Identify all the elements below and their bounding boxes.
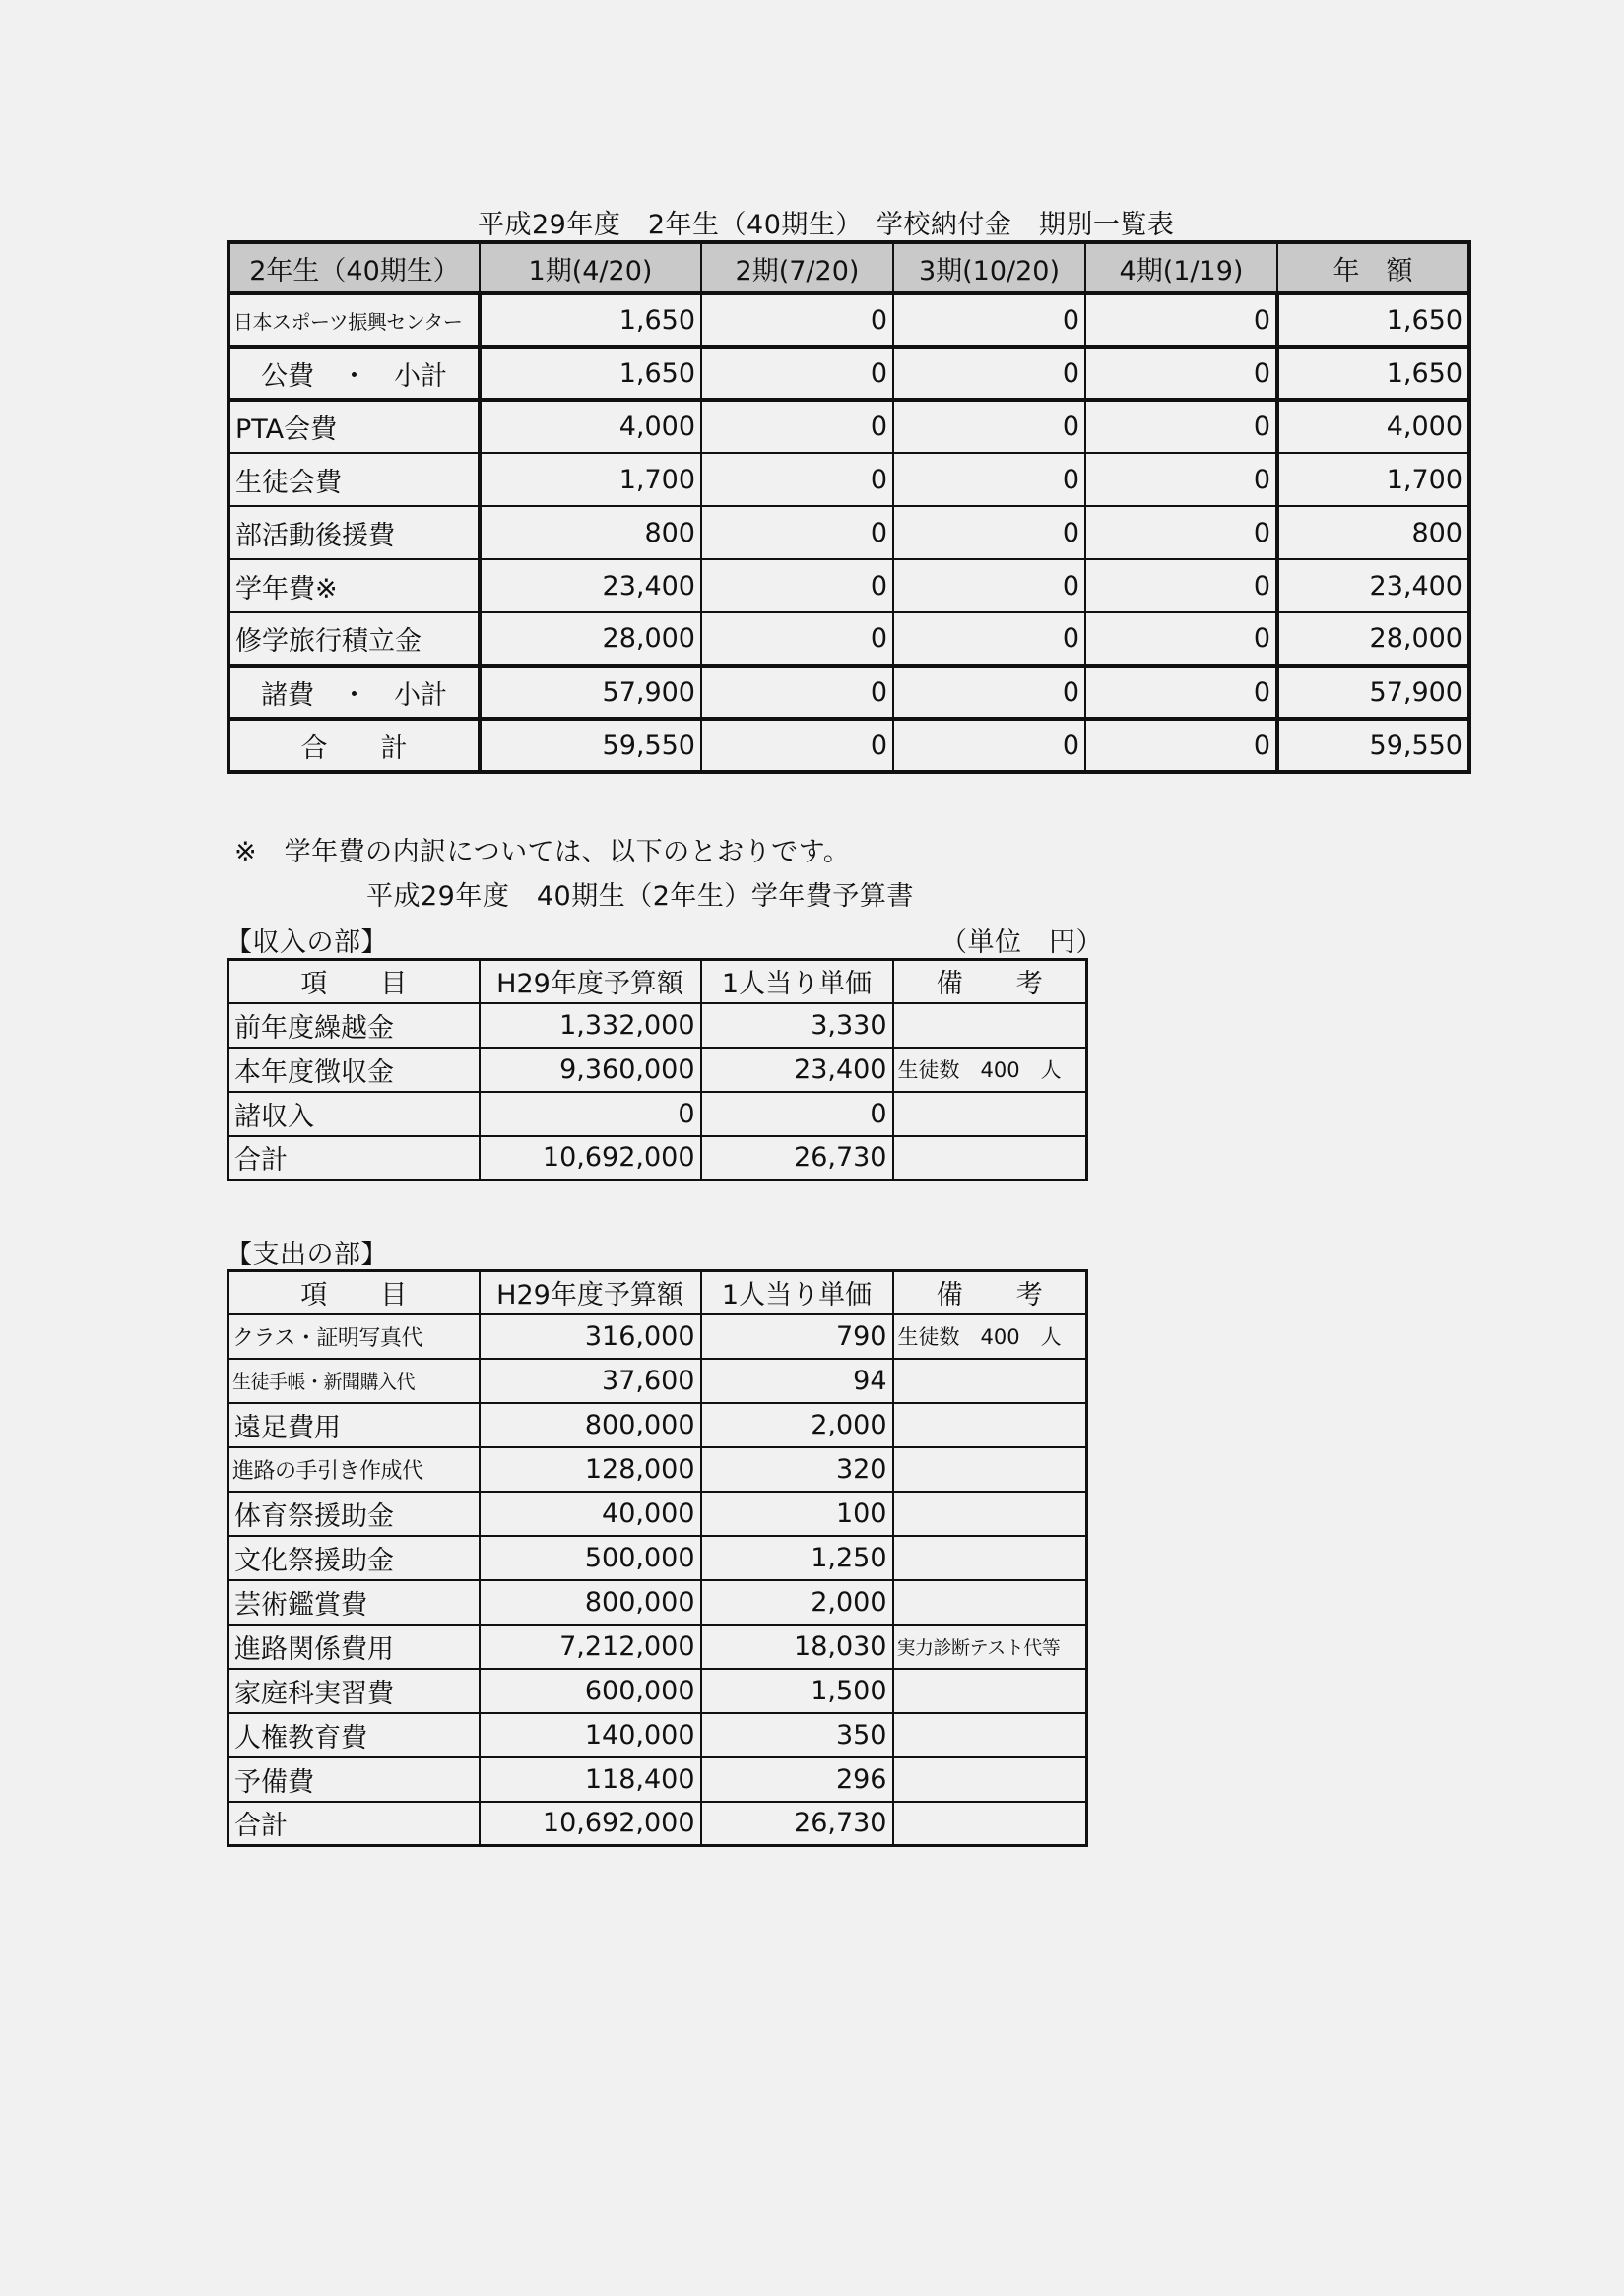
row-label: 修学旅行積立金: [228, 612, 480, 666]
item-cell: 生徒手帳・新聞購入代: [228, 1359, 480, 1403]
table-row: [228, 453, 1469, 506]
value-cell: 0: [893, 719, 1085, 772]
unit-price-cell: 2,000: [701, 1403, 893, 1447]
header-cell: 3期(10/20): [893, 242, 1085, 293]
table-row: [228, 1447, 1087, 1492]
header-cell: H29年度予算額: [480, 1271, 701, 1314]
header-cell: 1人当り単価: [701, 960, 893, 1003]
item-cell: 本年度徴収金: [228, 1048, 480, 1092]
value-cell: 0: [1085, 666, 1277, 719]
value-cell: 0: [701, 719, 893, 772]
value-cell: 0: [701, 506, 893, 559]
table-row: [228, 1048, 1087, 1092]
item-cell: 体育祭援助金: [228, 1492, 480, 1536]
value-cell: 800: [480, 506, 701, 559]
unit-price-cell: 2,000: [701, 1580, 893, 1625]
budget-cell: 128,000: [480, 1447, 701, 1492]
header-cell: 年 額: [1277, 242, 1469, 293]
budget-cell: 316,000: [480, 1314, 701, 1359]
table-row: [228, 1003, 1087, 1048]
value-cell: 23,400: [1277, 559, 1469, 612]
value-cell: 0: [701, 400, 893, 453]
value-cell: 59,550: [480, 719, 701, 772]
budget-cell: 500,000: [480, 1536, 701, 1580]
row-label: 部活動後援費: [228, 506, 480, 559]
row-label: 学年費※: [228, 559, 480, 612]
unit-price-cell: 100: [701, 1492, 893, 1536]
note-cell: [893, 1136, 1087, 1180]
table-row: [228, 1580, 1087, 1625]
value-cell: 1,700: [480, 453, 701, 506]
note-cell: 生徒数 400 人: [893, 1314, 1087, 1359]
budget-cell: 118,400: [480, 1757, 701, 1802]
table-row: [228, 1625, 1087, 1669]
expense-table: [227, 1269, 1088, 1847]
unit-price-cell: 94: [701, 1359, 893, 1403]
table-row: [228, 1713, 1087, 1757]
table-row: [228, 1536, 1087, 1580]
table-row: [228, 1669, 1087, 1713]
budget-title: 平成29年度 40期生（2年生）学年費予算書: [366, 881, 914, 912]
value-cell: 1,700: [1277, 453, 1469, 506]
table-header-row: [228, 242, 1469, 293]
table-row: [228, 293, 1469, 347]
note-cell: [893, 1403, 1087, 1447]
row-label: 諸費 ・ 小計: [228, 666, 480, 719]
item-cell: クラス・証明写真代: [228, 1314, 480, 1359]
budget-cell: 800,000: [480, 1403, 701, 1447]
budget-cell: 9,360,000: [480, 1048, 701, 1092]
value-cell: 23,400: [480, 559, 701, 612]
subtotal-row: [228, 666, 1469, 719]
budget-cell: 140,000: [480, 1713, 701, 1757]
header-cell: 備 考: [893, 960, 1087, 1003]
value-cell: 28,000: [1277, 612, 1469, 666]
item-cell: 進路の手引き作成代: [228, 1447, 480, 1492]
value-cell: 0: [701, 666, 893, 719]
header-cell: 項 目: [228, 1271, 480, 1314]
value-cell: 0: [701, 347, 893, 400]
main-table-title: 平成29年度 2年生（40期生） 学校納付金 期別一覧表: [478, 210, 1175, 240]
value-cell: 0: [1085, 559, 1277, 612]
note-cell: [893, 1713, 1087, 1757]
table-row: [228, 1359, 1087, 1403]
subtotal-row: [228, 347, 1469, 400]
value-cell: 0: [893, 506, 1085, 559]
value-cell: 0: [701, 612, 893, 666]
header-cell: 2年生（40期生）: [228, 242, 480, 293]
unit-price-cell: 320: [701, 1447, 893, 1492]
item-cell: 諸収入: [228, 1092, 480, 1136]
value-cell: 1,650: [480, 293, 701, 347]
value-cell: 0: [1085, 612, 1277, 666]
value-cell: 28,000: [480, 612, 701, 666]
expense-section-label: 【支出の部】: [226, 1240, 388, 1270]
value-cell: 4,000: [480, 400, 701, 453]
unit-price-cell: 1,500: [701, 1669, 893, 1713]
table-row: [228, 1757, 1087, 1802]
unit-label: （単位 円）: [941, 927, 1103, 958]
note-cell: 実力診断テスト代等: [893, 1625, 1087, 1669]
header-cell: 4期(1/19): [1085, 242, 1277, 293]
budget-cell: 10,692,000: [480, 1136, 701, 1180]
value-cell: 800: [1277, 506, 1469, 559]
value-cell: 0: [1085, 400, 1277, 453]
budget-cell: 7,212,000: [480, 1625, 701, 1669]
unit-price-cell: 26,730: [701, 1136, 893, 1180]
item-cell: 進路関係費用: [228, 1625, 480, 1669]
note-cell: [893, 1536, 1087, 1580]
row-label: 日本スポーツ振興センター: [228, 293, 480, 347]
value-cell: 0: [893, 400, 1085, 453]
row-label: 公費 ・ 小計: [228, 347, 480, 400]
value-cell: 1,650: [1277, 347, 1469, 400]
note-cell: [893, 1669, 1087, 1713]
total-row: [228, 1802, 1087, 1846]
value-cell: 0: [701, 559, 893, 612]
income-table: [227, 958, 1088, 1181]
item-cell: 合計: [228, 1802, 480, 1846]
income-section-label: 【収入の部】: [226, 927, 388, 958]
note-cell: [893, 1492, 1087, 1536]
item-cell: 予備費: [228, 1757, 480, 1802]
value-cell: 0: [893, 293, 1085, 347]
unit-price-cell: 296: [701, 1757, 893, 1802]
value-cell: 1,650: [1277, 293, 1469, 347]
unit-price-cell: 790: [701, 1314, 893, 1359]
note-cell: [893, 1802, 1087, 1846]
value-cell: 0: [1085, 347, 1277, 400]
value-cell: 4,000: [1277, 400, 1469, 453]
note-cell: [893, 1003, 1087, 1048]
unit-price-cell: 18,030: [701, 1625, 893, 1669]
header-cell: 項 目: [228, 960, 480, 1003]
value-cell: 0: [893, 347, 1085, 400]
value-cell: 0: [701, 293, 893, 347]
payment-schedule-table: [227, 240, 1471, 774]
budget-cell: 10,692,000: [480, 1802, 701, 1846]
value-cell: 0: [1085, 506, 1277, 559]
item-cell: 文化祭援助金: [228, 1536, 480, 1580]
table-header-row: [228, 1271, 1087, 1314]
header-cell: 備 考: [893, 1271, 1087, 1314]
item-cell: 遠足費用: [228, 1403, 480, 1447]
unit-price-cell: 350: [701, 1713, 893, 1757]
table-row: [228, 612, 1469, 666]
total-row: [228, 1136, 1087, 1180]
table-row: [228, 1314, 1087, 1359]
row-label: 合 計: [228, 719, 480, 772]
table-row: [228, 400, 1469, 453]
value-cell: 57,900: [1277, 666, 1469, 719]
item-cell: 芸術鑑賞費: [228, 1580, 480, 1625]
row-label: 生徒会費: [228, 453, 480, 506]
value-cell: 0: [893, 559, 1085, 612]
header-cell: 1期(4/20): [480, 242, 701, 293]
value-cell: 1,650: [480, 347, 701, 400]
budget-cell: 1,332,000: [480, 1003, 701, 1048]
value-cell: 0: [1085, 453, 1277, 506]
note-cell: [893, 1359, 1087, 1403]
budget-cell: 40,000: [480, 1492, 701, 1536]
note-cell: [893, 1447, 1087, 1492]
table-row: [228, 1092, 1087, 1136]
budget-cell: 600,000: [480, 1669, 701, 1713]
unit-price-cell: 0: [701, 1092, 893, 1136]
item-cell: 家庭科実習費: [228, 1669, 480, 1713]
unit-price-cell: 1,250: [701, 1536, 893, 1580]
header-cell: 1人当り単価: [701, 1271, 893, 1314]
unit-price-cell: 23,400: [701, 1048, 893, 1092]
note-cell: 生徒数 400 人: [893, 1048, 1087, 1092]
header-cell: H29年度予算額: [480, 960, 701, 1003]
value-cell: 0: [701, 453, 893, 506]
item-cell: 合計: [228, 1136, 480, 1180]
table-header-row: [228, 960, 1087, 1003]
note-cell: [893, 1757, 1087, 1802]
budget-cell: 800,000: [480, 1580, 701, 1625]
budget-cell: 37,600: [480, 1359, 701, 1403]
item-cell: 前年度繰越金: [228, 1003, 480, 1048]
row-label: PTA会費: [228, 400, 480, 453]
item-cell: 人権教育費: [228, 1713, 480, 1757]
grade-fee-note: ※ 学年費の内訳については、以下のとおりです。: [234, 837, 851, 867]
table-row: [228, 506, 1469, 559]
unit-price-cell: 26,730: [701, 1802, 893, 1846]
unit-price-cell: 3,330: [701, 1003, 893, 1048]
value-cell: 0: [1085, 293, 1277, 347]
table-row: [228, 1403, 1087, 1447]
note-cell: [893, 1580, 1087, 1625]
table-row: [228, 559, 1469, 612]
total-row: [228, 719, 1469, 772]
value-cell: 0: [893, 453, 1085, 506]
header-cell: 2期(7/20): [701, 242, 893, 293]
value-cell: 0: [893, 666, 1085, 719]
value-cell: 59,550: [1277, 719, 1469, 772]
budget-cell: 0: [480, 1092, 701, 1136]
value-cell: 0: [1085, 719, 1277, 772]
table-row: [228, 1492, 1087, 1536]
value-cell: 57,900: [480, 666, 701, 719]
note-cell: [893, 1092, 1087, 1136]
value-cell: 0: [893, 612, 1085, 666]
